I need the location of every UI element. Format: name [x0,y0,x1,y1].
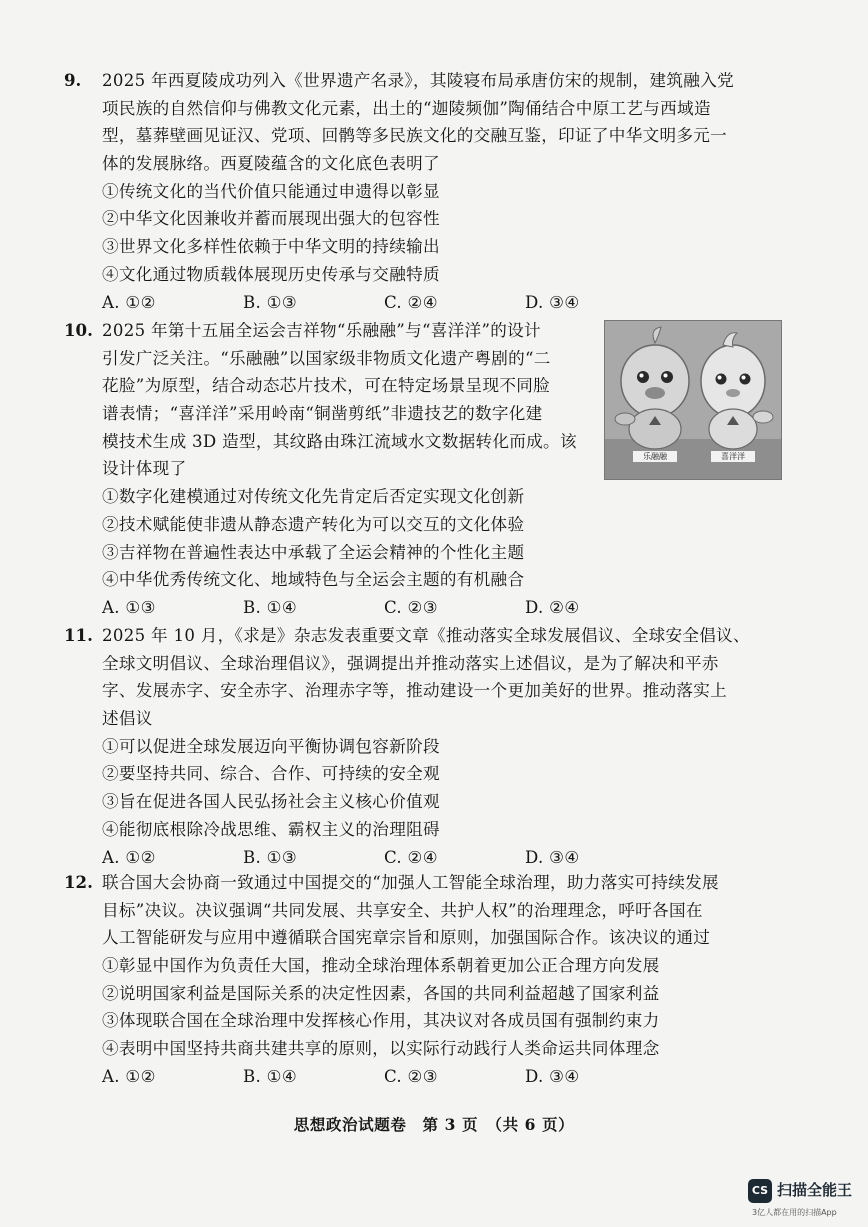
question-9 [64,67,764,316]
question-stem-line: 10. 2025 年第十五届全运会吉祥物“乐融融”与“喜洋洋”的设计 [64,317,764,345]
statement-item: ②中华文化因兼收并蓄而展现出强大的包容性 [102,209,440,229]
question-stem-line: 9. 2025 年西夏陵成功列入《世界遗产名录》，其陵寝布局承唐仿宋的规制，建筑融入党 [64,67,764,95]
statement-item: ②说明国家利益是国际关系的决定性因素，各国的共同利益超越了国家利益 [102,983,660,1003]
option-d: D. ③④ [525,847,580,867]
statement-item: ④表明中国坚持共商共建共享的原则，以实际行动践行人类命运共同体理念 [102,1039,660,1059]
option-c: C. ②④ [384,847,438,867]
question-stem-line: 谱表情；“喜洋洋”采用岭南“铜凿剪纸”非遗技艺的数字化建 [102,404,543,424]
scanner-watermark [746,1177,866,1225]
watermark-tagline: 3亿人都在用的扫描App [752,1208,837,1217]
statement-item: ③吉祥物在普遍性表达中承载了全运会精神的个性化主题 [102,542,525,562]
option-d: D. ②④ [525,597,580,617]
option-c: C. ②④ [384,292,438,312]
mascot-label-left: 乐融融 [643,452,667,461]
statement-item: ④中华优秀传统文化、地域特色与全运会主题的有机融合 [102,570,525,590]
option-a: A. ①② [102,847,156,867]
question-stem-line: 述倡议 [102,709,153,729]
statement-item: ①可以促进全球发展迈向平衡协调包容新阶段 [102,736,440,756]
question-number: 12. [64,872,93,892]
question-stem-line: 项民族的自然信仰与佛教文化元素，出土的“迦陵频伽”陶俑结合中原工艺与西域造 [102,98,711,118]
question-number: 11. [64,625,93,645]
camscanner-logo-icon: CS [748,1179,772,1203]
question-stem-line: 模技术生成 3D 造型，其纹路由珠江流域水文数据转化而成。该 [102,431,577,451]
statement-item: ③世界文化多样性依赖于中华文明的持续输出 [102,237,440,257]
page-footer: 思想政治试题卷 第 3 页 （共 6 页） [293,1115,575,1134]
option-a: A. ①② [102,1066,156,1086]
mascot-label-right: 喜洋洋 [721,452,745,461]
statement-item: ①彰显中国作为负责任大国，推动全球治理体系朝着更加公正合理方向发展 [102,956,660,976]
option-c: C. ②③ [384,1066,438,1086]
answer-options [64,1063,764,1091]
statement-item: ①传统文化的当代价值只能通过申遗得以彰显 [102,181,440,201]
question-stem-line: 字、发展赤字、安全赤字、治理赤字等，推动建设一个更加美好的世界。推动落实上 [102,681,728,701]
option-b: B. ①③ [243,847,297,867]
statement-item: ③体现联合国在全球治理中发挥核心作用，其决议对各成员国有强制约束力 [102,1011,660,1031]
option-b: B. ①④ [243,597,297,617]
statement-item: ①数字化建模通过对传统文化先肯定后否定实现文化创新 [102,487,525,507]
answer-options [64,289,764,317]
answer-options [64,594,764,622]
watermark-name: 扫描全能王 [777,1181,853,1199]
question-stem-line: 人工智能研发与应用中遵循联合国宪章宗旨和原则，加强国际合作。该决议的通过 [102,928,711,948]
statement-item: ②技术赋能使非遗从静态遗产转化为可以交互的文化体验 [102,514,525,534]
option-b: B. ①③ [243,292,297,312]
option-d: D. ③④ [525,292,580,312]
option-c: C. ②③ [384,597,438,617]
question-stem-line: 目标”决议。决议强调“共同发展、共享安全、共护人权”的治理理念，呼吁各国在 [102,900,703,920]
question-stem-line: 体的发展脉络。西夏陵蕴含的文化底色表明了 [102,154,440,174]
option-d: D. ③④ [525,1066,580,1086]
question-number: 9. [64,70,82,90]
question-number: 10. [64,320,93,340]
question-stem-line: 引发广泛关注。“乐融融”以国家级非物质文化遗产粤剧的“二 [102,348,551,368]
question-11 [64,622,764,871]
statement-item: ④能彻底根除冷战思维、霸权主义的治理阻碍 [102,819,440,839]
mascot-photo [604,320,782,480]
question-stem-line: 11. 2025 年 10 月，《求是》杂志发表重要文章《推动落实全球发展倡议、全球安全倡议、 [64,622,764,650]
question-12 [64,869,764,1091]
question-stem-line: 花脸”为原型，结合动态芯片技术，可在特定场景呈现不同脸 [102,376,551,396]
question-stem-line: 设计体现了 [102,459,187,479]
answer-options [64,844,764,872]
option-a: A. ①② [102,292,156,312]
statement-item: ②要坚持共同、综合、合作、可持续的安全观 [102,764,440,784]
option-b: B. ①④ [243,1066,297,1086]
option-a: A. ①③ [102,597,156,617]
statement-item: ④文化通过物质载体展现历史传承与交融特质 [102,264,440,284]
question-stem-line: 型，墓葬壁画见证汉、党项、回鹘等多民族文化的交融互鉴，印证了中华文明多元一 [102,126,728,146]
question-stem-line: 全球文明倡议、全球治理倡议》，强调提出并推动落实上述倡议，是为了解决和平赤 [102,653,719,673]
statement-item: ③旨在促进各国人民弘扬社会主义核心价值观 [102,792,440,812]
question-stem-line: 12. 联合国大会协商一致通过中国提交的“加强人工智能全球治理，助力落实可持续发展 [64,869,764,897]
